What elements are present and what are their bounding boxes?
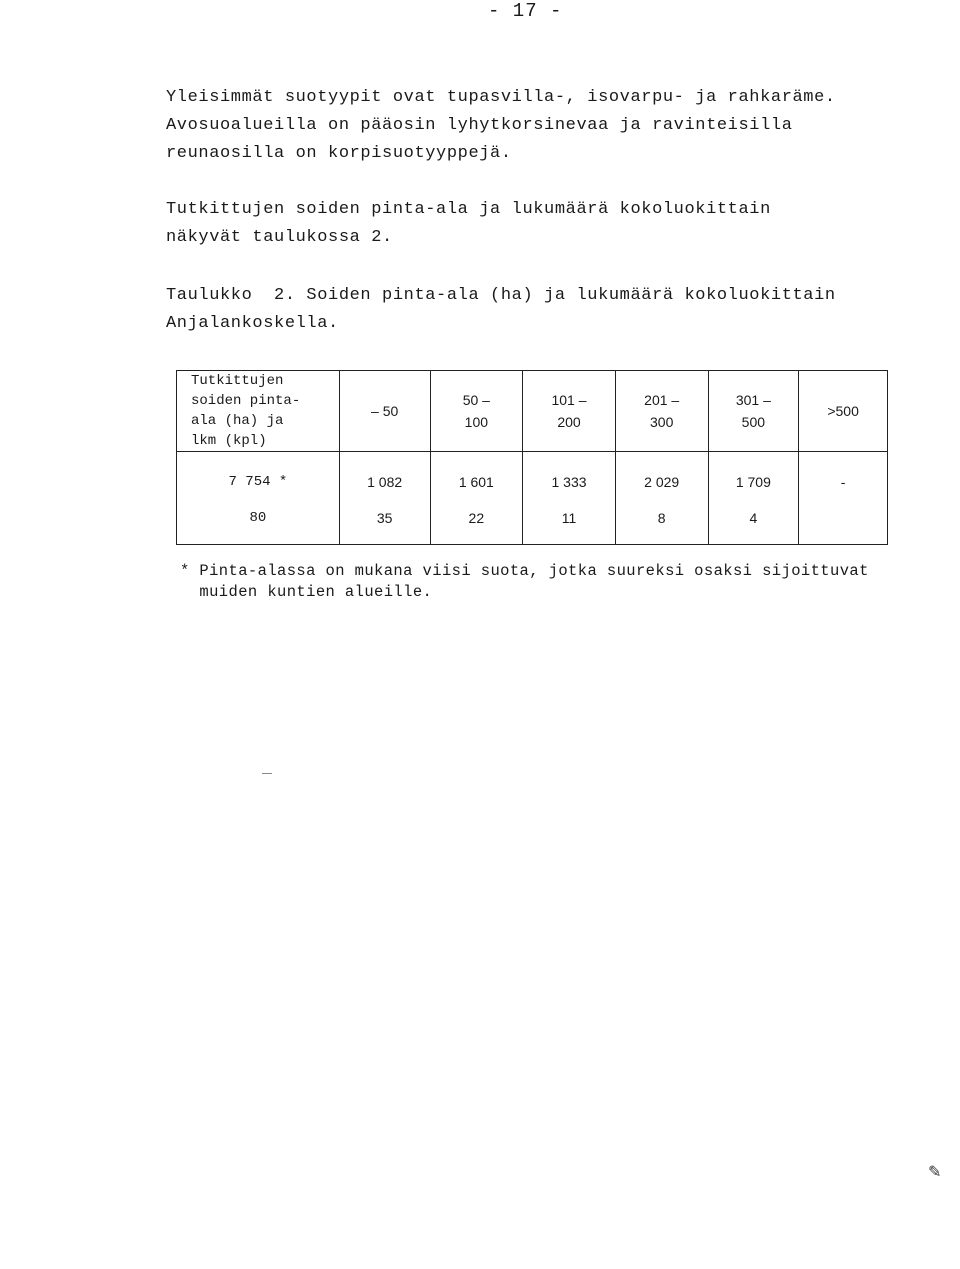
area-cell: 1 709 [708, 452, 799, 501]
size-class-to: 100 [464, 414, 489, 430]
size-class-to: 200 [557, 414, 581, 430]
paragraph-line: näkyvät taulukossa 2. [166, 228, 393, 247]
footnote-line: * Pinta-alassa on mukana viisi suota, jotka suureksi osaksi sijoittuvat [180, 562, 869, 580]
count-row [177, 500, 888, 545]
area-cell: 1 082 [339, 452, 430, 501]
size-class-from: >500 [827, 403, 859, 419]
size-class-header [799, 371, 888, 452]
count-cell [799, 500, 888, 545]
size-class-from: – 50 [371, 403, 399, 419]
count-cell: 35 [339, 500, 430, 545]
size-class-header [430, 371, 523, 452]
count-total-cell: 80 [177, 500, 340, 545]
caption-line: Anjalankoskella. [166, 314, 339, 333]
count-cell: 4 [708, 500, 799, 545]
size-class-to: 500 [741, 414, 766, 430]
table-caption [166, 282, 836, 338]
page-number: - 17 - [488, 0, 563, 22]
size-class-header [615, 371, 708, 452]
row-header-cell [177, 371, 340, 452]
table-footnote [180, 561, 869, 603]
area-cell: 1 601 [430, 452, 523, 501]
area-cell: - [799, 452, 888, 501]
table-header-row [177, 371, 888, 452]
area-total-cell: 7 754 * [177, 452, 340, 501]
area-cell: 1 333 [523, 452, 616, 501]
paragraph-line: Tutkittujen soiden pinta-ala ja lukumäärä kokoluokittain [166, 200, 771, 219]
area-cell: 2 029 [615, 452, 708, 501]
bog-size-class-table [176, 370, 888, 545]
paragraph-bog-types [166, 84, 836, 168]
paragraph-line: Yleisimmät suotyypit ovat tupasvilla-, isovarpu- ja rahkaräme. [166, 88, 836, 107]
paragraph-line: Avosuoalueilla on pääosin lyhytkorsinevaa ja ravinteisilla [166, 116, 793, 135]
row-header-line: soiden pinta- [191, 393, 301, 409]
scan-artifact-icon: ✎ [928, 1162, 942, 1181]
area-row [177, 452, 888, 501]
size-class-from: 301 – [735, 392, 771, 408]
paragraph-line: reunaosilla on korpisuotyyppejä. [166, 144, 512, 163]
size-class-header [708, 371, 799, 452]
scan-stray-mark [262, 773, 272, 774]
count-cell: 11 [523, 500, 616, 545]
footnote-line: muiden kuntien alueille. [180, 583, 433, 601]
count-cell: 22 [430, 500, 523, 545]
paragraph-table-reference [166, 196, 771, 252]
caption-line: Taulukko 2. Soiden pinta-ala (ha) ja lukumäärä kokoluokittain [166, 286, 836, 305]
size-class-to: 300 [650, 414, 674, 430]
row-header-line: lkm (kpl) [191, 433, 267, 449]
size-class-header [339, 371, 430, 452]
row-header-line: Tutkittujen [191, 373, 284, 389]
size-class-from: 101 – [551, 392, 587, 408]
count-cell: 8 [615, 500, 708, 545]
size-class-from: 50 – [462, 392, 490, 408]
size-class-from: 201 – [644, 392, 680, 408]
row-header-line: ala (ha) ja [191, 413, 284, 429]
size-class-header [523, 371, 616, 452]
